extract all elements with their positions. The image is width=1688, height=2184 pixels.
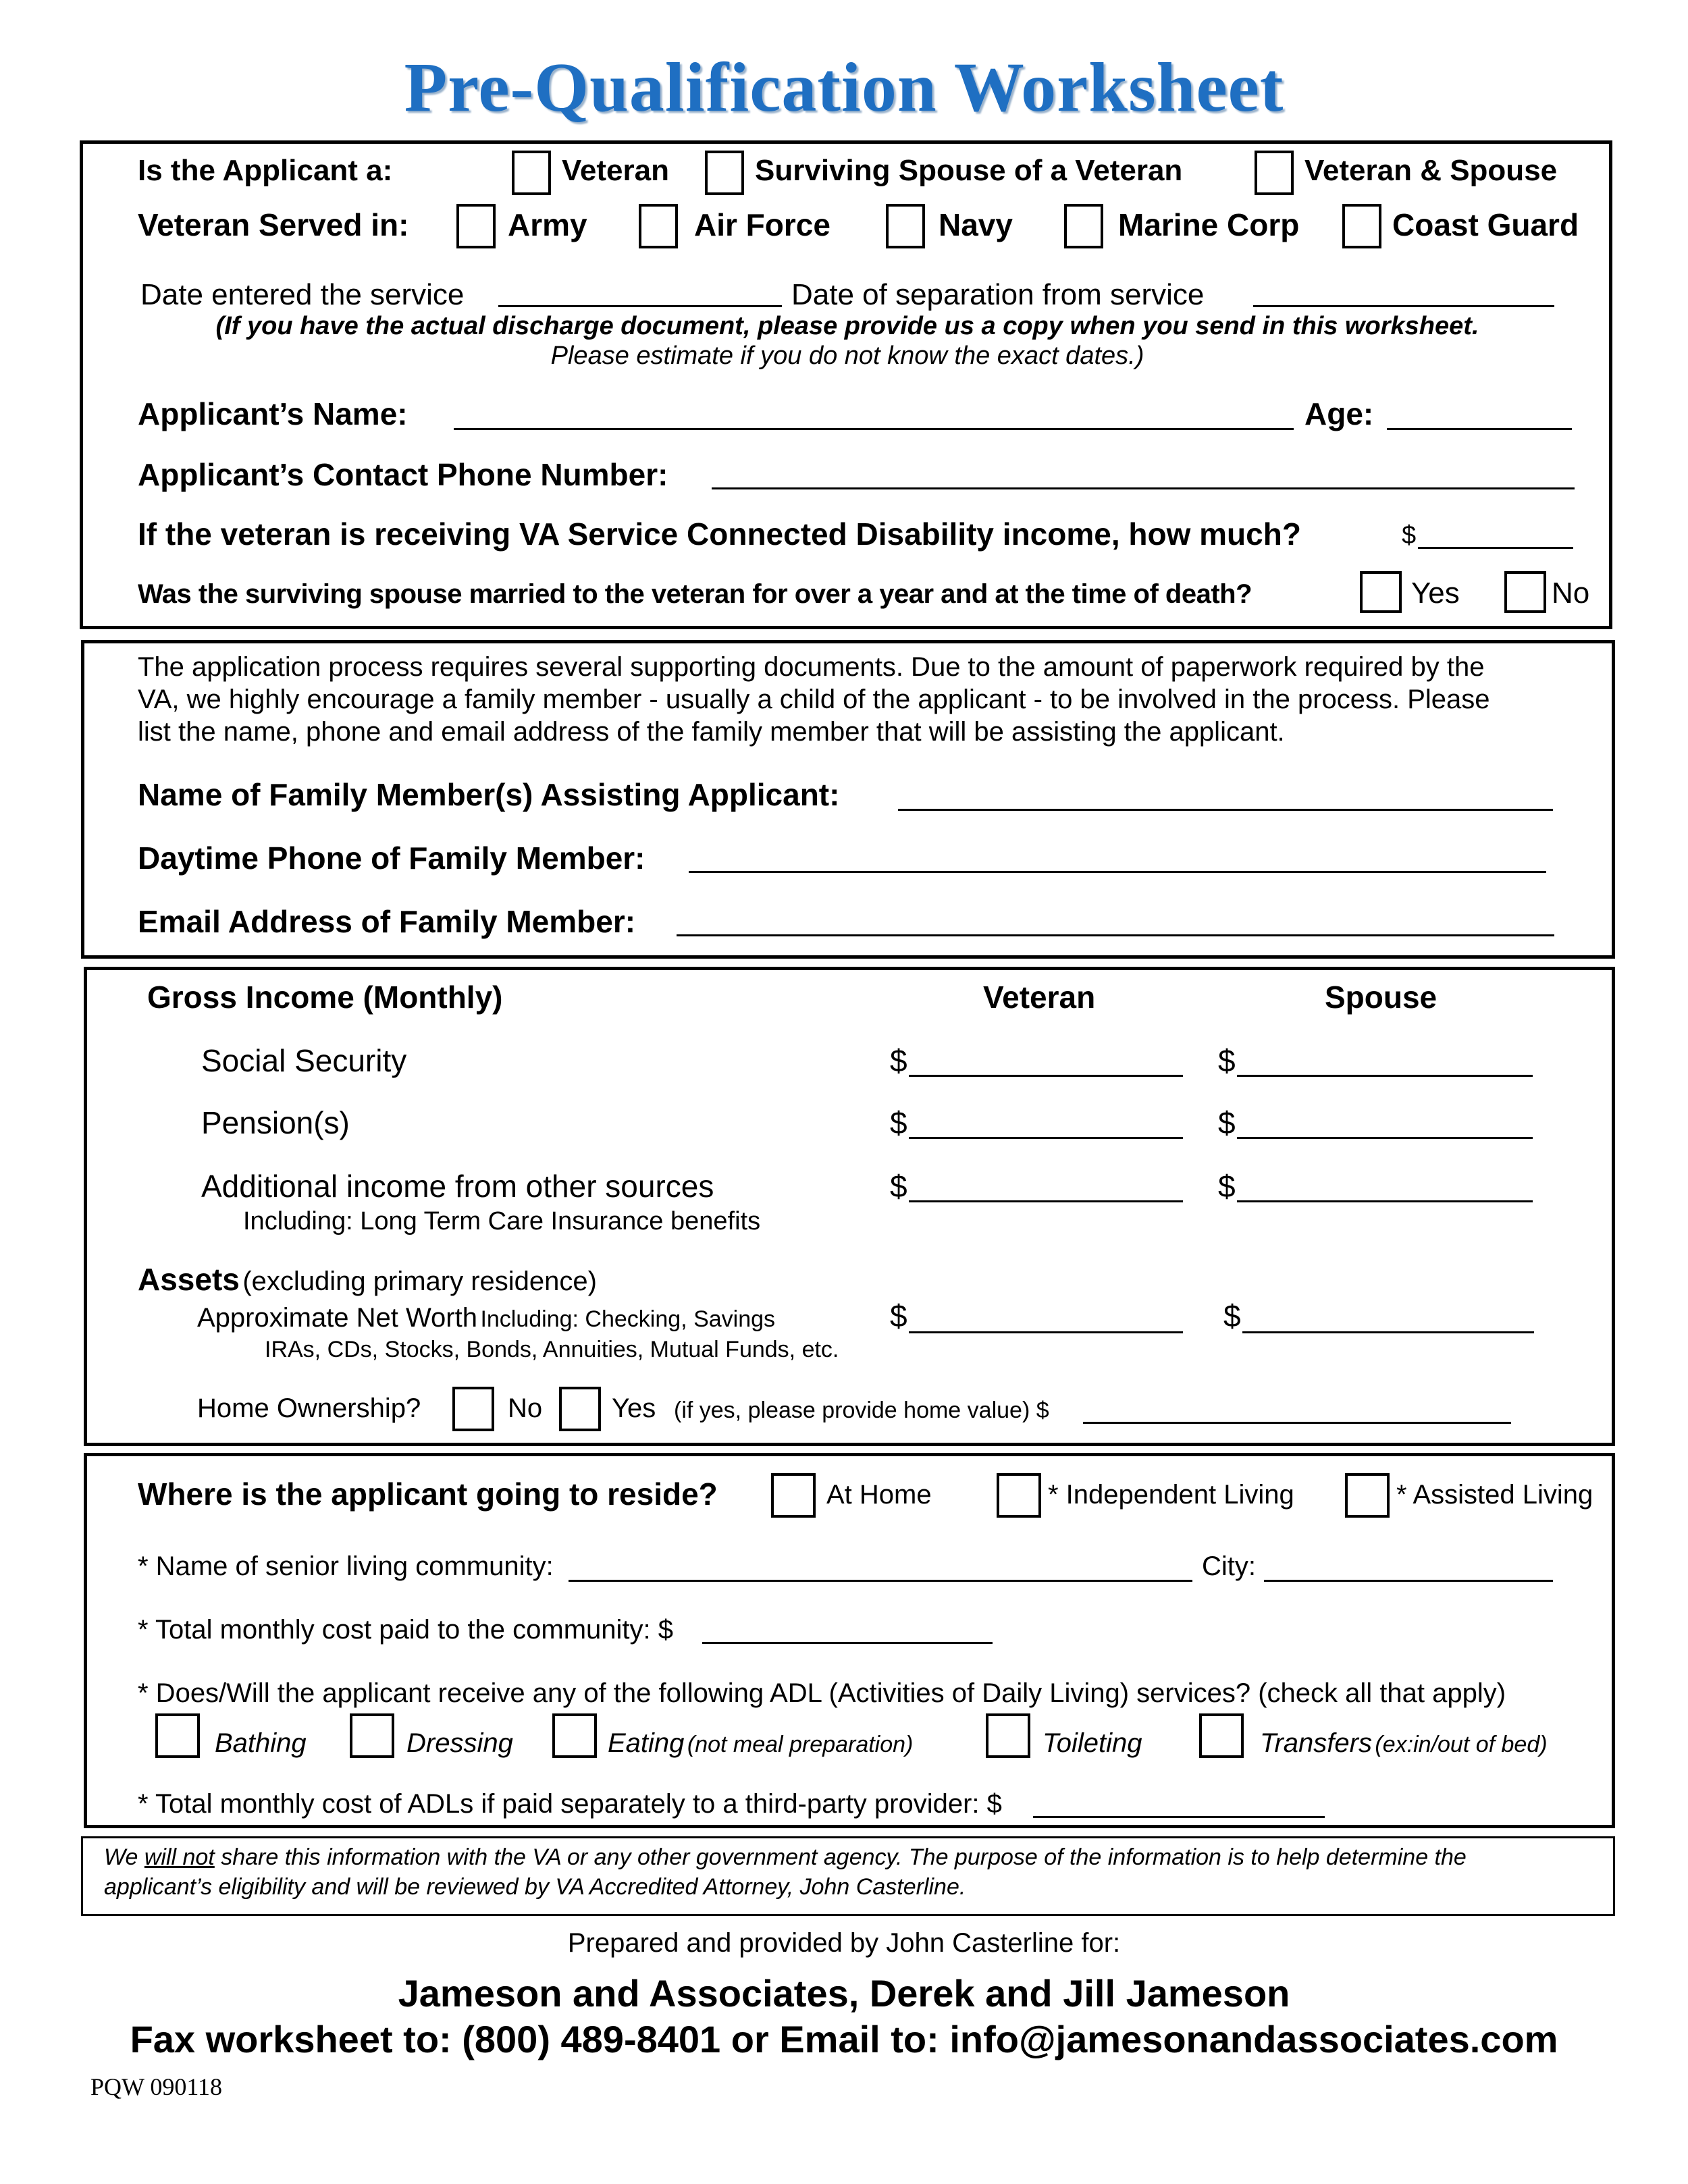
intro-line-1: The application process requires several supporting documents. Due to the amount of paperwork required by the [138, 652, 1485, 682]
spouse-column-header: Spouse [1325, 980, 1438, 1015]
toileting-label: Toileting [1043, 1728, 1142, 1758]
pension-spouse-field[interactable] [1237, 1137, 1533, 1139]
family-phone-field[interactable] [689, 871, 1546, 873]
form-code: PQW 090118 [90, 2073, 223, 2100]
assets-heading [138, 1261, 597, 1298]
adl-cost-field[interactable] [1033, 1816, 1325, 1818]
home-value-field[interactable] [1083, 1422, 1511, 1424]
pension-veteran-field[interactable] [909, 1137, 1183, 1139]
family-email-field[interactable] [677, 934, 1554, 936]
married-no-label: No [1552, 577, 1590, 610]
assets-paren: (excluding primary residence) [242, 1267, 597, 1296]
navy-label: Navy [939, 207, 1013, 242]
army-label: Army [508, 207, 587, 242]
independent-living-label: * Independent Living [1048, 1480, 1294, 1510]
city-label: City: [1202, 1551, 1256, 1581]
home-no-checkbox[interactable] [452, 1387, 494, 1431]
prepared-by: Prepared and provided by John Casterline for: [567, 1928, 1121, 1958]
disability-amount-field[interactable] [1418, 547, 1573, 549]
navy-checkbox[interactable] [886, 204, 925, 248]
networth-veteran-field[interactable] [909, 1331, 1183, 1333]
ss-veteran-field[interactable] [909, 1075, 1183, 1077]
assisted-living-checkbox[interactable] [1345, 1473, 1390, 1518]
community-name-label: * Name of senior living community: [138, 1551, 554, 1581]
disability-income-label: If the veteran is receiving VA Service Connected Disability income, how much? [138, 516, 1301, 552]
transfers-note: (ex:in/out of bed) [1375, 1732, 1548, 1757]
disclaimer-line-2: applicant’s eligibility and will be reviewed by VA Accredited Attorney, John Casterline. [104, 1874, 966, 1900]
bathing-label: Bathing [215, 1728, 307, 1758]
eating-line [608, 1728, 913, 1759]
ss-spouse-dollar: $ [1218, 1043, 1236, 1078]
assets-label: Assets [138, 1262, 240, 1297]
page-title: Pre-Qualification Worksheet [404, 49, 1284, 126]
date-entered-field[interactable] [498, 305, 782, 307]
home-no-label: No [508, 1393, 543, 1423]
disclaimer-line-1 [104, 1844, 1467, 1871]
disclaimer-rest: share this information with the VA or any other government agency. The purpose of the information is to help determine the [221, 1844, 1467, 1870]
community-name-field[interactable] [569, 1580, 1192, 1582]
veteran-option-label: Veteran [562, 154, 669, 187]
transfers-label: Transfers [1260, 1728, 1372, 1758]
net-worth-line [197, 1303, 775, 1333]
surviving-spouse-option-label: Surviving Spouse of a Veteran [755, 154, 1183, 187]
disclaimer-we: We [104, 1844, 138, 1870]
adl-cost-label: * Total monthly cost of ADLs if paid separately to a third-party provider: $ [138, 1789, 1002, 1819]
estimate-note: Please estimate if you do not know the exact dates.) [550, 342, 1144, 370]
income-assets-section [84, 967, 1615, 1446]
city-field[interactable] [1264, 1580, 1553, 1582]
applicant-name-label: Applicant’s Name: [138, 396, 408, 431]
veteran-column-header: Veteran [983, 980, 1096, 1015]
veteran-and-spouse-option-label: Veteran & Spouse [1304, 154, 1558, 187]
date-separation-label: Date of separation from service [791, 278, 1205, 311]
discharge-note: (If you have the actual discharge document, please provide us a copy when you send in this worksheet. [215, 312, 1479, 340]
married-yes-label: Yes [1411, 577, 1460, 610]
family-phone-label: Daytime Phone of Family Member: [138, 841, 645, 876]
disclaimer-will-not: will not [144, 1844, 215, 1870]
family-name-field[interactable] [898, 809, 1553, 811]
assisted-living-label: * Assisted Living [1396, 1480, 1593, 1510]
networth-spouse-field[interactable] [1242, 1331, 1534, 1333]
pension-spouse-dollar: $ [1218, 1105, 1236, 1140]
surviving-spouse-checkbox[interactable] [705, 151, 744, 195]
age-label: Age: [1304, 396, 1374, 431]
coast-guard-checkbox[interactable] [1342, 204, 1381, 248]
applicant-name-field[interactable] [454, 428, 1294, 430]
bathing-checkbox[interactable] [155, 1713, 200, 1758]
surviving-spouse-married-label: Was the surviving spouse married to the veteran for over a year and at the time of death? [138, 579, 1252, 609]
net-worth-including: Including: Checking, Savings [480, 1306, 776, 1332]
air-force-checkbox[interactable] [639, 204, 678, 248]
toileting-checkbox[interactable] [986, 1713, 1030, 1758]
eating-note: (not meal preparation) [687, 1732, 914, 1757]
intro-line-2: VA, we highly encourage a family member - usually a child of the applicant - to be involved in the process. Please [138, 685, 1490, 714]
served-in-label: Veteran Served in: [138, 207, 409, 242]
independent-living-checkbox[interactable] [997, 1473, 1041, 1518]
veteran-checkbox[interactable] [512, 151, 551, 195]
pensions-label: Pension(s) [201, 1105, 350, 1140]
social-security-label: Social Security [201, 1043, 407, 1078]
home-value-note: (if yes, please provide home value) $ [674, 1397, 1049, 1423]
company-name: Jameson and Associates, Derek and Jill Jameson [398, 1972, 1290, 2015]
age-field[interactable] [1387, 428, 1572, 430]
at-home-checkbox[interactable] [771, 1473, 816, 1518]
contact-line: Fax worksheet to: (800) 489-8401 or Email to: info@jamesonandassociates.com [130, 2018, 1558, 2060]
married-yes-checkbox[interactable] [1360, 571, 1402, 613]
home-ownership-label: Home Ownership? [197, 1393, 421, 1423]
reside-label: Where is the applicant going to reside? [138, 1476, 718, 1512]
disability-dollar-sign: $ [1402, 521, 1417, 550]
pension-veteran-dollar: $ [890, 1105, 907, 1140]
applicant-phone-label: Applicant’s Contact Phone Number: [138, 457, 668, 492]
air-force-label: Air Force [694, 207, 830, 242]
coast-guard-label: Coast Guard [1392, 207, 1579, 242]
family-email-label: Email Address of Family Member: [138, 904, 636, 939]
applicant-phone-field[interactable] [712, 487, 1575, 489]
army-checkbox[interactable] [456, 204, 496, 248]
additional-income-sub: Including: Long Term Care Insurance benefits [243, 1207, 761, 1235]
ss-spouse-field[interactable] [1237, 1075, 1533, 1077]
date-separation-field[interactable] [1253, 305, 1554, 307]
intro-line-3: list the name, phone and email address of the family member that will be assisting the applicant. [138, 717, 1285, 747]
date-entered-label: Date entered the service [140, 278, 465, 311]
additional-spouse-field[interactable] [1237, 1200, 1533, 1202]
applicant-type-label: Is the Applicant a: [138, 154, 393, 187]
married-no-checkbox[interactable] [1504, 571, 1546, 613]
transfers-checkbox[interactable] [1199, 1713, 1244, 1758]
additional-spouse-dollar: $ [1218, 1169, 1236, 1204]
additional-income-label: Additional income from other sources [201, 1169, 714, 1204]
family-name-label: Name of Family Member(s) Assisting Applicant: [138, 777, 840, 812]
eating-checkbox[interactable] [552, 1713, 597, 1758]
marine-corp-checkbox[interactable] [1064, 204, 1103, 248]
additional-veteran-field[interactable] [909, 1200, 1183, 1202]
gross-income-label: Gross Income (Monthly) [147, 980, 503, 1015]
dressing-label: Dressing [406, 1728, 513, 1758]
total-cost-label: * Total monthly cost paid to the community: $ [138, 1615, 673, 1645]
networth-spouse-dollar: $ [1223, 1298, 1241, 1333]
total-cost-field[interactable] [702, 1642, 993, 1644]
adl-label: * Does/Will the applicant receive any of the following ADL (Activities of Daily Living) services? (check all that apply) [138, 1678, 1506, 1708]
transfers-line [1260, 1728, 1548, 1759]
ss-veteran-dollar: $ [890, 1043, 907, 1078]
marine-corp-label: Marine Corp [1118, 207, 1300, 242]
networth-veteran-dollar: $ [890, 1298, 907, 1333]
home-yes-label: Yes [612, 1393, 656, 1423]
dressing-checkbox[interactable] [350, 1713, 394, 1758]
at-home-label: At Home [826, 1480, 932, 1510]
veteran-and-spouse-checkbox[interactable] [1255, 151, 1294, 195]
net-worth-sub: IRAs, CDs, Stocks, Bonds, Annuities, Mutual Funds, etc. [265, 1337, 839, 1362]
net-worth-label: Approximate Net Worth [197, 1303, 477, 1333]
home-yes-checkbox[interactable] [559, 1387, 601, 1431]
additional-veteran-dollar: $ [890, 1169, 907, 1204]
eating-label: Eating [608, 1728, 685, 1758]
